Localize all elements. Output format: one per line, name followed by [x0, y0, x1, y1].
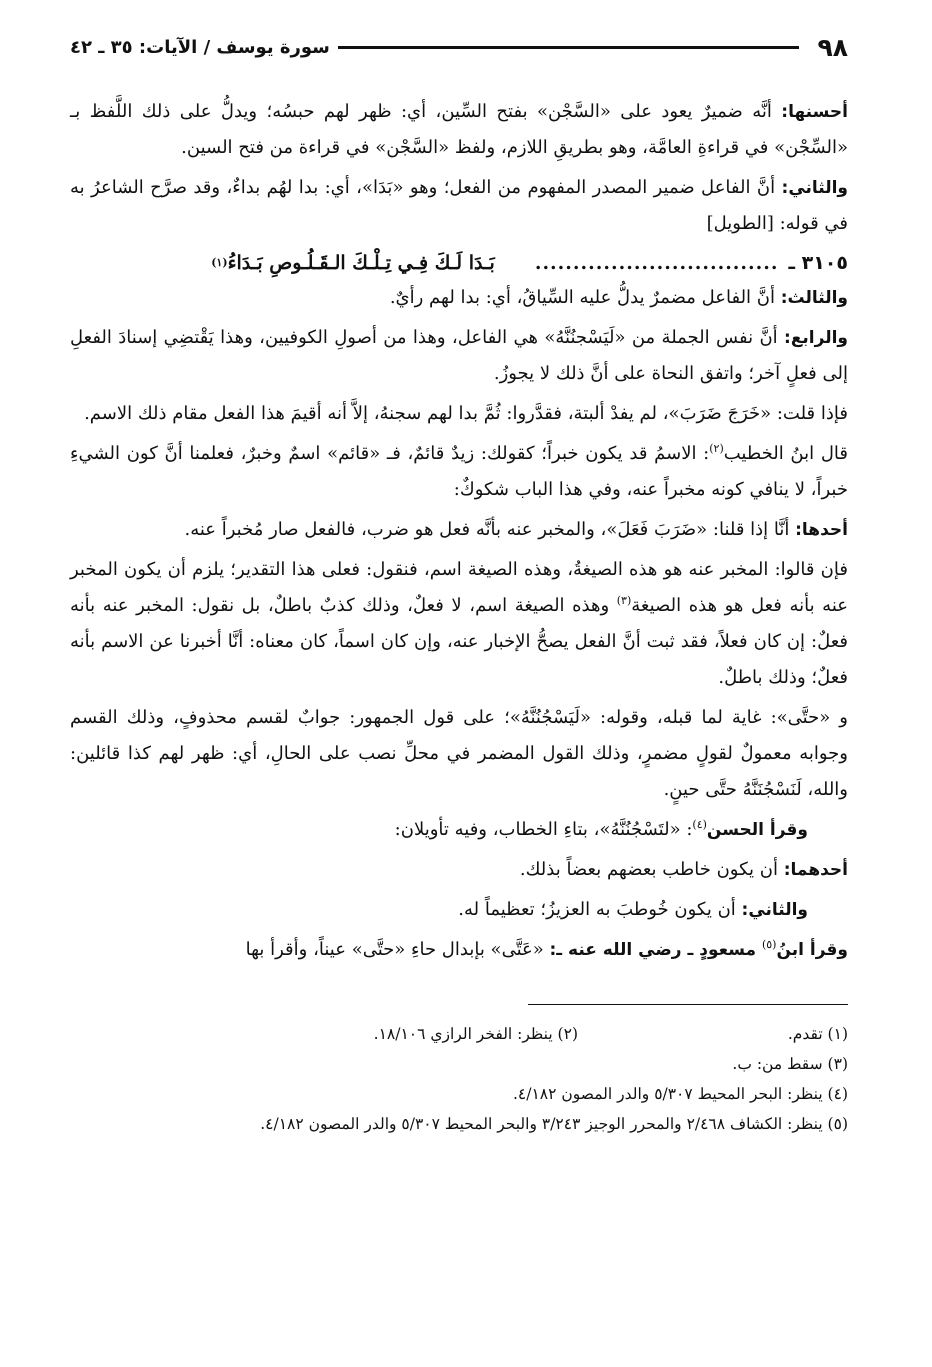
paragraph-term: وقرأ ابنُ	[776, 940, 848, 960]
paragraph-text: : «لتَسْجُنُنَّهُ»، بتاءِ الخطاب، وفيه تأويلان:	[394, 819, 693, 840]
footnote-ref: (٥)	[761, 938, 777, 951]
paragraph	[70, 280, 848, 316]
paragraph-term: أحدها:	[795, 520, 848, 540]
footnote: (٢) ينظر: الفخر الرازي ١٨/١٠٦.	[373, 1025, 578, 1043]
paragraph	[70, 552, 848, 696]
paragraph-text: أنَّ نفس الجملة من «لَيَسْجنُنَّهُ» هي الفاعل، وهذا من أصولِ الكوفيين، وهذا يَقْتضِي إسنادَ الفعلِ إلى فعلٍ آخر؛ واتفق النحاة على أنَّ ذلك لا يجوزُ.	[70, 327, 848, 384]
footnote: (١) تقدم.	[787, 1025, 848, 1043]
paragraph-term: مسعودٍ ـ رضي الله عنه ـ:	[549, 940, 762, 960]
paragraph-term: والرابع:	[784, 328, 848, 348]
page-header	[70, 30, 848, 64]
paragraph-term: والثاني:	[781, 178, 848, 198]
header-rule	[338, 46, 800, 49]
paragraph-term: والثالث:	[780, 288, 848, 308]
paragraph	[70, 700, 848, 808]
paragraph	[70, 436, 848, 508]
paragraph	[70, 94, 848, 166]
paragraph	[70, 812, 848, 848]
paragraph-text: أن يكون خاطب بعضهم بعضاً بذلك.	[519, 859, 784, 880]
footnote-ref: (٣)	[616, 594, 632, 607]
verse-dots: ................................	[534, 252, 779, 274]
poetry-verse: ٣١٠٥ ـ ................................ بَـدَا لَـكَ فِـي تِـلْـكَ الـقَـلُـوصِ بَـدَاءُ (١)	[70, 246, 848, 280]
paragraph-text: فإذا قلت: «خَرَجَ ضَرَبَ»، لم يفدْ ألبتة، فقدَّروا: ثُمَّ بدا لهم سجنهُ، إلاَّ أنه أقيمَ هذا الفعل مقام ذلك الاسم.	[84, 403, 848, 424]
paragraph	[70, 320, 848, 392]
footnote-separator	[528, 1004, 848, 1005]
paragraph-text: أنَّه ضميرٌ يعود على «السَّجْن» بفتح السِّين، أي: ظهر لهم حبسُه؛ ويدلُّ على ذلك اللَّفظ بـ «السِّجْن» في قراءةِ العامَّة، وهو بطريقِ اللازم، ولفظ «السَّجْن» في قراءة من فتح السين.	[70, 101, 848, 158]
footnote-ref: (٤)	[692, 818, 707, 831]
paragraph-text: أنَّ الفاعل مضمرٌ يدلُّ عليه السِّياقُ، أي: بدا لهم رأيٌ.	[389, 287, 781, 308]
paragraph-term: أحدهما:	[783, 860, 848, 880]
paragraph-term: أحسنها:	[781, 102, 848, 122]
paragraph-text: أنَّ الفاعل ضمير المصدر المفهوم من الفعل؛ وهو «بَدَا»، أي: بدا لهُم بداءٌ، وقد صرَّح الشاعرُ به في قوله: [الطويل]	[70, 177, 848, 234]
footnotes	[70, 1019, 848, 1139]
main-text	[70, 94, 848, 968]
page-number: ٩٨	[817, 32, 848, 62]
paragraph-term: والثاني:	[741, 900, 808, 920]
paragraph	[70, 852, 848, 888]
verse-text: بَـدَا لَـكَ فِـي تِـلْـكَ الـقَـلُـوصِ بَـدَاءُ	[227, 252, 495, 274]
paragraph	[70, 892, 848, 928]
paragraph-text: فإن قالوا: المخبر عنه هو هذه الصيغةُ، وهذه الصيغة اسم، فنقول: فعلى هذا التقدير؛ يلزم أن يكون المخبر عنه بأنه فعل هو هذه الصيغة	[70, 559, 848, 616]
footnote-ref: (٢)	[709, 442, 724, 455]
paragraph-text: وهذه الصيغة اسم، لا فعلٌ، وذلك كذبٌ باطلٌ، بل نقول: المخبر عنه بأنه فعلٌ: إن كان فعلاً، فقد ثبت أنَّ الفعل يصحُّ الإخبار عنه، وإن كان اسماً، كان معناه: أنَّا أخبرنا عن الاسم بأنه فعلٌ؛ وذلك باطلٌ.	[70, 595, 848, 688]
paragraph	[70, 512, 848, 548]
verse-number: ٣١٠٥ ـ	[788, 252, 848, 274]
footnote-row	[70, 1019, 848, 1049]
paragraph-text: قال ابنُ الخطيب	[723, 443, 848, 464]
paragraph-text: و «حتَّى»: غاية لما قبله، وقوله: «لَيَسْجُنُنَّهُ»؛ على قول الجمهور: جوابٌ لقسم محذوفٍ، وذلك القسم وجوابه معمولٌ لقولٍ مضمرٍ، وذلك القول المضمر في محلِّ نصب على الحالِ، أي: ظهر لهم كذا قائلين: والله، لَنَسْجُنَنَّهُ حتَّى حينٍ.	[70, 707, 848, 800]
paragraph-term: وقرأ الحسن	[706, 820, 808, 840]
running-title: سورة يوسف / الآيات: ٣٥ ـ ٤٢	[70, 36, 330, 58]
paragraph-text: أن يكون خُوطبَ به العزيزُ؛ تعظيماً له.	[458, 899, 742, 920]
paragraph-text: : الاسمُ قد يكون خبراً؛ كقولك: زيدٌ قائمٌ، فـ «قائم» اسمٌ وخبرٌ، فعلمنا أنَّ كون الشيءِ خبراً، لا ينافي كونه مخبراً عنه، وفي هذا الباب شكوكٌ:	[70, 443, 848, 500]
book-page	[70, 30, 848, 1139]
footnote: (٥) ينظر: الكشاف ٢/٤٦٨ والمحرر الوجيز ٣/٢٤٣ والبحر المحيط ٥/٣٠٧ والدر المصون ٤/١٨٢.	[260, 1115, 848, 1133]
paragraph	[70, 396, 848, 432]
footnote: (٤) ينظر: البحر المحيط ٥/٣٠٧ والدر المصون ٤/١٨٢.	[512, 1085, 848, 1103]
paragraph-text: أنَّا إذا قلنا: «ضَرَبَ فَعَلَ»، والمخبر عنه بأنَّه فعل هو ضرب، فالفعل صار مُخبراً عنه.	[184, 519, 796, 540]
paragraph	[70, 932, 848, 968]
paragraph-text: «عَتَّى» بإبدال حاءِ «حتَّى» عيناً، وأقرأ بها	[245, 939, 550, 960]
footnote: (٣) سقط من: ب.	[732, 1055, 848, 1073]
paragraph	[70, 170, 848, 242]
